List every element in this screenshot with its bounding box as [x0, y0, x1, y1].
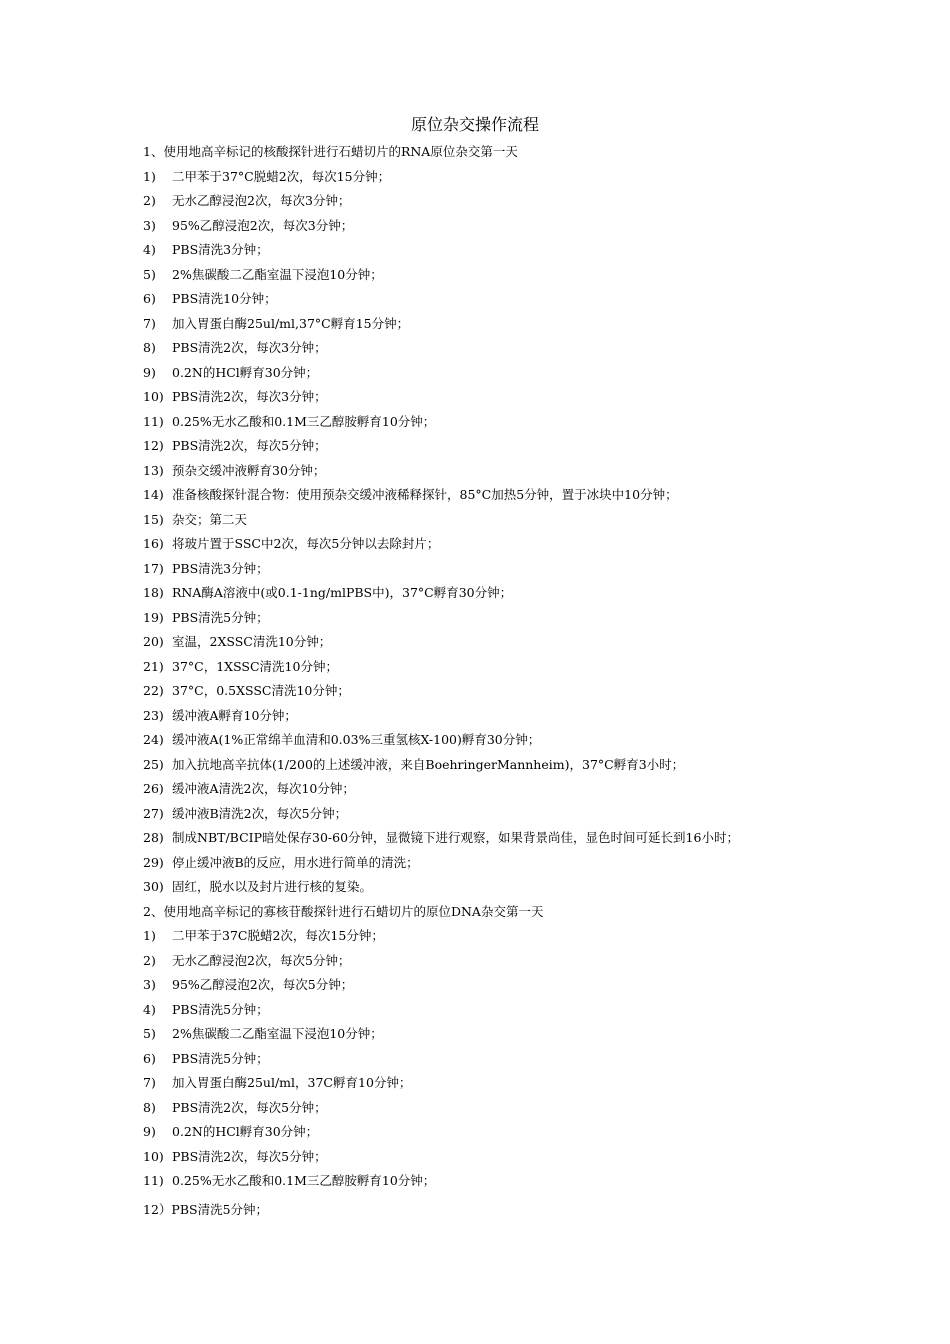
step-item [143, 1096, 923, 1121]
step-text: 0.2N的HCl孵育30分钟； [172, 1124, 319, 1139]
step-item [143, 655, 923, 680]
step-text: 二甲苯于37°C脱蜡2次，每次15分钟； [172, 168, 391, 184]
step-text: 37°C，1XSSC清洗10分钟； [172, 658, 338, 674]
step-text: PBS清洗2次，每次3分钟； [172, 340, 327, 355]
step-number: 21) [143, 658, 164, 674]
step-number: 1) [143, 168, 156, 184]
step-text: 缓冲液B清洗2次，每次5分钟； [172, 805, 348, 821]
step-item [143, 361, 923, 386]
step-text: 37°C，0.5XSSC清洗10分钟； [172, 683, 350, 698]
step-text: 0.25%无水乙酸和0.1M三乙醇胺孵育10分钟； [172, 413, 436, 429]
step-number: 14) [143, 487, 164, 502]
step-number: 22) [143, 683, 164, 698]
step-text: 无水乙醇浸泡2次，每次5分钟； [172, 952, 351, 968]
step-text: 缓冲液A清洗2次，每次10分钟； [172, 781, 355, 796]
step-text: 加入胃蛋白酶25ul/ml，37C孵育10分钟； [172, 1075, 412, 1090]
step-text: RNA酶A溶液中(或0.1-1ng/mlPBS中)，37°C孵育30分钟； [172, 585, 513, 600]
step-item [143, 532, 923, 557]
step-text: 固红，脱水以及封片进行核的复染。 [172, 879, 373, 894]
step-item [143, 704, 923, 729]
step-item [143, 385, 923, 410]
step-item [143, 410, 923, 435]
step-text: PBS清洗5分钟； [171, 1201, 269, 1217]
section-1-heading: 1、使用地高辛标记的核酸探针进行石蜡切片的RNA原位杂交第一天 [143, 144, 518, 159]
step-number: 27) [143, 805, 164, 821]
step-number: 1) [143, 928, 156, 943]
step-text: PBS清洗5分钟； [172, 609, 269, 625]
step-item [143, 508, 923, 533]
section-2-heading: 2、使用地高辛标记的寡核苷酸探针进行石蜡切片的原位DNA杂交第一天 [143, 903, 544, 919]
step-item [143, 214, 923, 239]
step-item [143, 728, 923, 753]
step-text: 制成NBT/BCIP暗处保存30-60分钟，显微镜下进行观察，如果背景尚佳，显色时间可延长到16小时； [172, 830, 739, 845]
step-item [143, 777, 923, 802]
step-item [143, 1022, 923, 1047]
step-number: 3) [143, 217, 156, 233]
step-number: 15) [143, 511, 164, 527]
step-number: 5) [143, 1026, 156, 1041]
step-number: 8) [143, 340, 156, 355]
step-item [143, 263, 923, 288]
step-number: 8) [143, 1099, 156, 1115]
step-number: 9) [143, 364, 156, 380]
step-text: 95%乙醇浸泡2次，每次5分钟； [172, 977, 354, 992]
step-text: PBS清洗5分钟； [172, 1001, 269, 1017]
step-number: 7) [143, 315, 156, 331]
step-number: 4) [143, 1001, 156, 1017]
step-item [143, 606, 923, 631]
step-text: 停止缓冲液B的反应，用水进行简单的清洗； [172, 854, 419, 870]
document-body [143, 140, 923, 1222]
step-text: 室温，2XSSC清洗10分钟； [172, 634, 332, 649]
step-item [143, 1145, 923, 1170]
step-item [143, 238, 923, 263]
step-text: PBS清洗2次，每次5分钟； [172, 438, 327, 453]
step-number: 11) [143, 1173, 164, 1188]
step-number: 7) [143, 1075, 156, 1090]
step-number: 26) [143, 781, 164, 796]
step-number: 29) [143, 854, 164, 870]
step-text: PBS清洗10分钟； [172, 291, 277, 306]
step-number: 20) [143, 634, 164, 649]
step-text: PBS清洗2次，每次3分钟； [172, 389, 327, 404]
step-item [143, 312, 923, 337]
step-text: 加入抗地高辛抗体(1/200的上述缓冲液，来自BoehringerMannheim)，37°C孵育3小时； [172, 756, 685, 772]
step-item [143, 1169, 923, 1194]
step-text: 准备核酸探针混合物：使用预杂交缓冲液稀释探针，85°C加热5分钟，置于冰块中10分钟； [172, 487, 678, 502]
step-text: 95%乙醇浸泡2次，每次3分钟； [172, 217, 354, 233]
step-text: PBS清洗2次，每次5分钟； [172, 1148, 327, 1164]
step-text: PBS清洗3分钟； [172, 242, 269, 257]
step-item [143, 165, 923, 190]
step-text: 将玻片置于SSC中2次，每次5分钟以去除封片； [172, 536, 440, 551]
step-item [143, 1120, 923, 1145]
step-item [143, 924, 923, 949]
step-number: 12) [143, 438, 164, 453]
step-item [143, 1047, 923, 1072]
step-text: PBS清洗2次，每次5分钟； [172, 1099, 327, 1115]
step-text: 无水乙醇浸泡2次，每次3分钟； [172, 193, 351, 208]
step-text: 0.25%无水乙酸和0.1M三乙醇胺孵育10分钟； [172, 1173, 436, 1188]
step-item [143, 581, 923, 606]
step-number: 28) [143, 830, 164, 845]
step-item [143, 679, 923, 704]
step-number: 3) [143, 977, 156, 992]
step-item [143, 459, 923, 484]
step-number: 5) [143, 266, 156, 282]
step-item [143, 1071, 923, 1096]
step-text: 加入胃蛋白酶25ul/ml,37°C孵育15分钟； [172, 315, 410, 331]
step-text: PBS清洗5分钟； [172, 1050, 269, 1066]
step-text: 缓冲液A(1%正常绵羊血清和0.03%三重氢核X-100)孵育30分钟； [172, 732, 541, 747]
step-number: 30) [143, 879, 164, 894]
step-number: 23) [143, 707, 164, 723]
step-number: 17) [143, 560, 164, 576]
step-item [143, 1198, 923, 1223]
step-item [143, 557, 923, 582]
step-number: 18) [143, 585, 164, 600]
step-text: 预杂交缓冲液孵育30分钟； [172, 462, 326, 478]
step-item [143, 434, 923, 459]
step-text: PBS清洗3分钟； [172, 560, 269, 576]
step-number: 9) [143, 1124, 156, 1139]
step-item [143, 998, 923, 1023]
step-item [143, 483, 923, 508]
step-number: 25) [143, 756, 164, 772]
step-item [143, 189, 923, 214]
page-title: 原位杂交操作流程 [410, 115, 539, 134]
step-text: 0.2N的HCl孵育30分钟； [172, 364, 319, 380]
step-text: 二甲苯于37C脱蜡2次，每次15分钟； [172, 928, 384, 943]
step-item [143, 949, 923, 974]
step-text: 杂交；第二天 [172, 511, 248, 527]
step-number: 19) [143, 609, 164, 625]
step-number: 2) [143, 952, 156, 968]
step-item [143, 875, 923, 900]
step-number: 24) [143, 732, 164, 747]
step-number: 2) [143, 193, 156, 208]
step-number: 10) [143, 1148, 164, 1164]
step-number: 6) [143, 1050, 156, 1066]
step-number: 11) [143, 413, 164, 429]
step-item [143, 826, 923, 851]
step-number: 6) [143, 291, 156, 306]
step-item [143, 630, 923, 655]
step-number: 12） [143, 1201, 172, 1217]
step-number: 10) [143, 389, 164, 404]
step-text: 缓冲液A孵育10分钟； [172, 707, 297, 723]
step-text: 2%焦碳酸二乙酯室温下浸泡10分钟； [172, 266, 383, 282]
step-item [143, 336, 923, 361]
step-text: 2%焦碳酸二乙酯室温下浸泡10分钟； [172, 1026, 383, 1041]
step-item [143, 973, 923, 998]
step-item [143, 753, 923, 778]
step-item [143, 287, 923, 312]
step-item [143, 802, 923, 827]
step-item [143, 851, 923, 876]
step-number: 16) [143, 536, 164, 551]
step-number: 13) [143, 462, 164, 478]
step-number: 4) [143, 242, 156, 257]
